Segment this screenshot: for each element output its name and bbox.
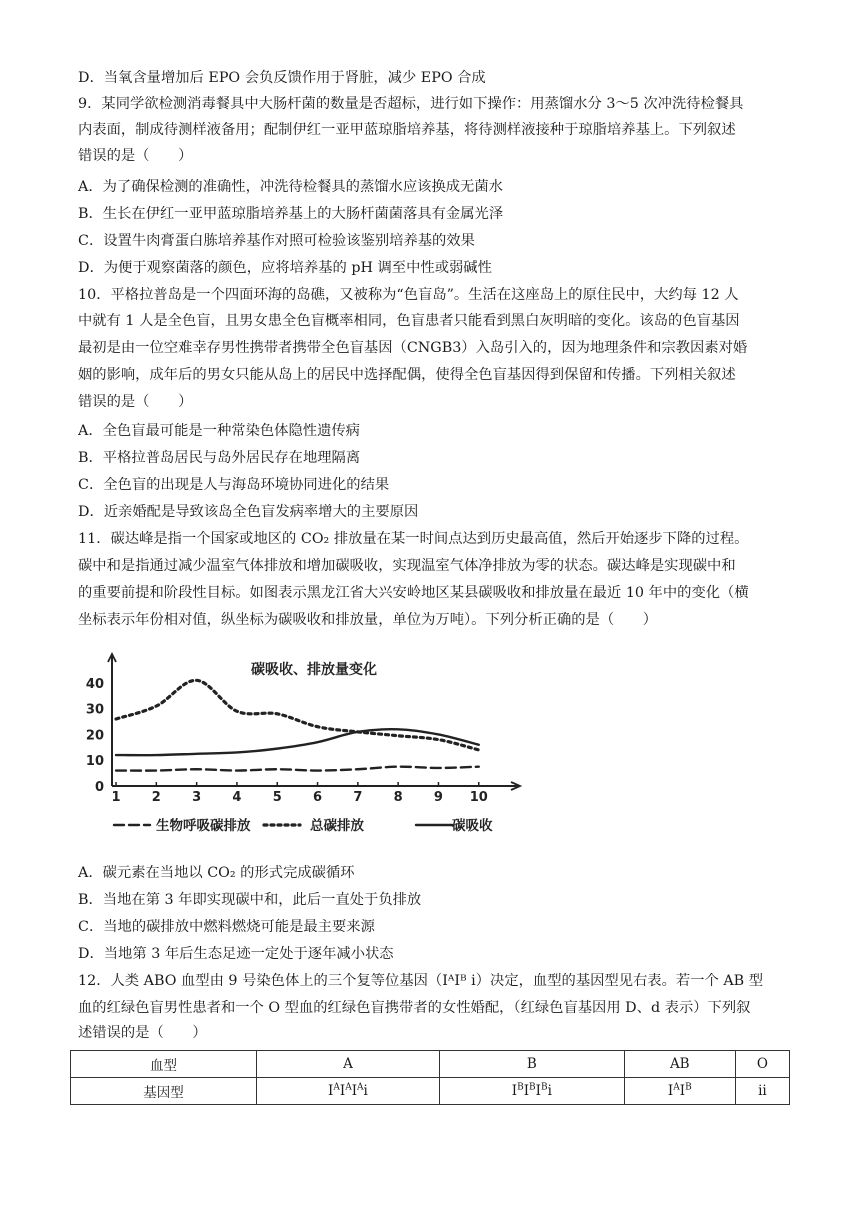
y-tick-label: 30: [86, 702, 104, 718]
q9-stem-line-3: 错误的是（ ）: [78, 148, 193, 164]
blood-type-table: [70, 1050, 790, 1105]
series-line-2: [116, 680, 479, 750]
genotype-ab: $I^AI^B$: [624, 1078, 735, 1105]
table-col-o: O: [735, 1051, 789, 1078]
table-row-label: 基因型: [71, 1078, 257, 1105]
q10-option-d: D．近亲婚配是导致该岛全色盲发病率增大的主要原因: [78, 504, 419, 520]
table-row: [71, 1078, 790, 1105]
q12-stem-line-3: 述错误的是（ ）: [78, 1025, 207, 1041]
x-tick-label: 8: [393, 790, 403, 805]
series-line-3: [116, 729, 479, 755]
q11-option-b: B．当地在第 3 年即实现碳中和，此后一直处于负排放: [78, 892, 422, 908]
table-row: [71, 1051, 790, 1078]
legend-label-1: 生物呼吸碳排放: [156, 818, 251, 834]
q9-option-a: A．为了确保检测的准确性，冲洗待检餐具的蒸馏水应该换成无菌水: [78, 179, 503, 195]
table-col-b: B: [439, 1051, 624, 1078]
q11-stem-line-3: 的重要前提和阶段性目标。如图表示黑龙江省大兴安岭地区某县碳吸收和排放量在最近 10 年中的变化（横: [78, 585, 749, 601]
q10-option-b: B．平格拉普岛居民与岛外居民存在地理隔离: [78, 450, 361, 466]
q9-option-c: C．设置牛肉膏蛋白胨培养基作对照可检验该鉴别培养基的效果: [78, 233, 475, 249]
x-tick-label: 6: [313, 790, 323, 805]
legend-label-3: 碳吸收: [452, 818, 493, 834]
genotype-o: ii: [735, 1078, 789, 1105]
x-tick-label: 7: [353, 790, 363, 805]
q12-stem-line-2: 血的红绿色盲男性患者和一个 O 型血的红绿色盲携带者的女性婚配，（红绿色盲基因用 D、d 表示）下列叙: [78, 1000, 751, 1016]
y-tick-label: 40: [86, 676, 104, 692]
table-header-label: 血型: [71, 1051, 257, 1078]
q10-stem-line-3: 最初是由一位空难幸存男性携带者携带全色盲基因（CNGB3）入岛引入的，因为地理条件和宗教因素对婚: [78, 340, 748, 356]
table-col-ab: AB: [624, 1051, 735, 1078]
x-tick-label: 10: [469, 790, 488, 805]
q11-option-d: D．当地第 3 年后生态足迹一定处于逐年减小状态: [78, 946, 394, 962]
q9-option-d: D．为便于观察菌落的颜色，应将培养基的 pH 调至中性或弱碱性: [78, 260, 492, 276]
x-tick-label: 4: [232, 790, 242, 805]
legend-label-2: 总碳排放: [310, 818, 364, 834]
x-tick-label: 3: [192, 790, 202, 805]
x-tick-label: 2: [151, 790, 161, 805]
genotype-b: $I^BI^BI^Bi$: [439, 1078, 624, 1105]
x-tick-label: 9: [433, 790, 443, 805]
q10-stem-line-5: 错误的是（ ）: [78, 394, 193, 410]
q12-stem-line-1: 12．人类 ABO 血型由 9 号染色体上的三个复等位基因（IᴬIᴮ i）决定，血型的基因型见右表。若一个 AB 型: [78, 973, 764, 989]
x-tick-label: 1: [111, 790, 121, 805]
x-tick-label: 5: [272, 790, 282, 805]
q10-stem-line-4: 姻的影响，成年后的男女只能从岛上的居民中选择配偶，使得全色盲基因得到保留和传播。下列相关叙述: [78, 367, 736, 383]
q11-stem-line-1: 11．碳达峰是指一个国家或地区的 CO₂ 排放量在某一时间点达到历史最高值，然后开始逐步下降的过程。: [78, 531, 749, 547]
chart-title: 碳吸收、排放量变化: [251, 662, 377, 678]
q11-option-c: C．当地的碳排放中燃料燃烧可能是最主要来源: [78, 919, 375, 935]
q9-stem-line-1: 9．某同学欲检测消毒餐具中大肠杆菌的数量是否超标，进行如下操作：用蒸馏水分 3～5 次冲洗待检餐具: [78, 96, 744, 112]
q8-option-d: D．当氧含量增加后 EPO 会负反馈作用于肾脏，减少 EPO 合成: [78, 70, 486, 86]
q11-option-a: A．碳元素在当地以 CO₂ 的形式完成碳循环: [78, 865, 355, 881]
q10-option-c: C．全色盲的出现是人与海岛环境协同进化的结果: [78, 477, 390, 493]
q10-option-a: A．全色盲最可能是一种常染色体隐性遗传病: [78, 423, 360, 439]
q11-stem-line-4: 坐标表示年份相对值，纵坐标为碳吸收和排放量，单位为万吨）。下列分析正确的是（ ）: [78, 612, 658, 628]
carbon-chart: [86, 652, 526, 852]
y-tick-label: 10: [86, 754, 104, 770]
y-tick-label: 0: [94, 780, 104, 795]
q10-stem-line-1: 10．平格拉普岛是一个四面环海的岛礁，又被称为“色盲岛”。生活在这座岛上的原住民中，大约每 12 人: [78, 287, 739, 303]
q9-stem-line-2: 内表面，制成待测样液备用；配制伊红一亚甲蓝琼脂培养基，将待测样液接种于琼脂培养基上。下列叙述: [78, 122, 736, 138]
table-col-a: A: [256, 1051, 439, 1078]
q11-stem-line-2: 碳中和是指通过减少温室气体排放和增加碳吸收，实现温室气体净排放为零的状态。碳达峰是实现碳中和: [78, 558, 736, 574]
q10-stem-line-2: 中就有 1 人是全色盲，且男女患全色盲概率相同，色盲患者只能看到黑白灰明暗的变化。该岛的色盲基因: [78, 313, 740, 329]
y-tick-label: 20: [86, 728, 104, 744]
series-line-1: [116, 767, 479, 771]
genotype-a: $I^AI^AI^Ai$: [256, 1078, 439, 1105]
q9-option-b: B．生长在伊红一亚甲蓝琼脂培养基上的大肠杆菌菌落具有金属光泽: [78, 206, 504, 222]
